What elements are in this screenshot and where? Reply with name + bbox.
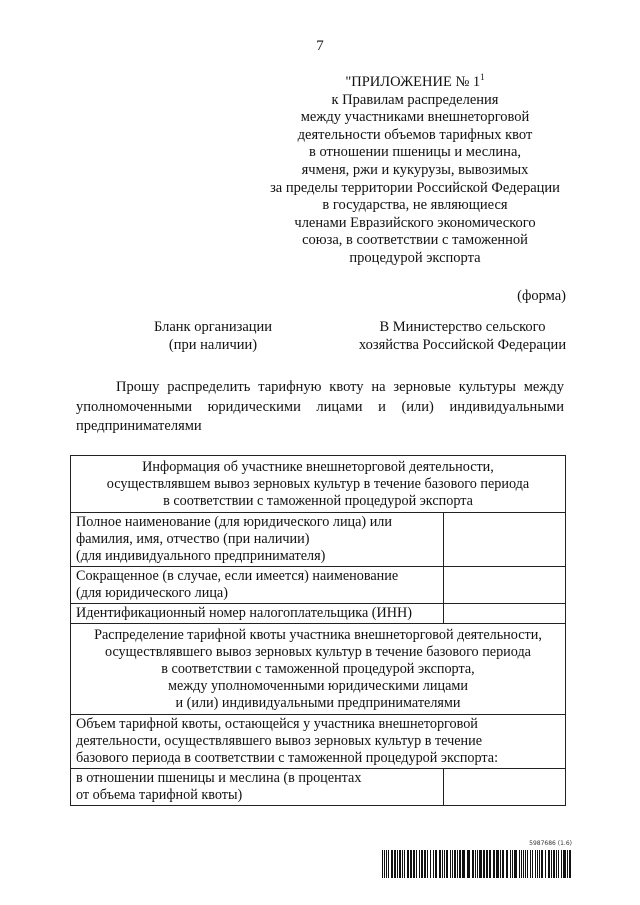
full-name-label (71, 513, 444, 567)
appendix-heading (250, 74, 580, 268)
header-line: в соответствии с таможенной процедурой экспорта (163, 493, 473, 509)
label-line: в отношении пшеницы и меслина (в процентах (76, 770, 362, 786)
inn-label (71, 604, 444, 624)
table-row (71, 769, 566, 806)
appendix-line: в государства, не являющиеся (322, 197, 508, 214)
label-line: (для индивидуального предпринимателя) (76, 548, 326, 564)
inn-field[interactable] (444, 604, 566, 624)
appendix-line: деятельности объемов тарифных квот (297, 126, 533, 143)
form-label: (форма) (517, 288, 566, 304)
table-row (71, 513, 566, 567)
org-line-2: (при наличии) (168, 336, 258, 353)
page-number: 7 (316, 38, 324, 54)
header-line: Информация об участнике внешнеторговой деятельности, (142, 459, 494, 475)
appendix-line: к Правилам распределения (331, 91, 499, 108)
appendix-title-line (250, 74, 580, 92)
header-line: Распределение тарифной квоты участника внешнеторговой деятельности, (94, 627, 542, 643)
table-row (71, 567, 566, 604)
header-line: осуществлявшем вывоз зерновых культур в течение базового периода (106, 476, 530, 492)
barcode-icon (382, 850, 572, 878)
label-line: Полное наименование (для юридического лица) или (76, 514, 392, 530)
document-barcode (382, 840, 572, 880)
label-line: деятельности, осуществлявшего вывоз зерновых культур в течение (76, 733, 483, 749)
addressee-line-2: хозяйства Российской Федерации (358, 336, 567, 353)
label-line: Сокращенное (в случае, если имеется) наименование (76, 568, 399, 584)
table-row (71, 456, 566, 513)
header-line: и (или) индивидуальными предпринимателями (175, 695, 461, 711)
request-paragraph: Прошу распределить тарифную квоту на зерновые культуры между уполномоченными юридическими лицами и (или) индивидуальными предпринимателями (76, 379, 564, 434)
appendix-line: процедурой экспорта (349, 249, 481, 266)
appendix-line: за пределы территории Российской Федерации (270, 179, 560, 196)
label-line: Объем тарифной квоты, остающейся у участника внешнеторговой (76, 716, 478, 732)
table-row (71, 604, 566, 624)
label-line: (для юридического лица) (76, 585, 228, 601)
label-line: фамилия, имя, отчество (при наличии) (76, 531, 310, 547)
appendix-line: союза, в соответствии с таможенной (302, 232, 528, 249)
header-line: в соответствии с таможенной процедурой экспорта, (161, 661, 475, 677)
label-line: базового периода в соответствии с таможенной процедурой экспорта: (76, 750, 499, 766)
table-row (71, 624, 566, 715)
quota-form-table (70, 455, 566, 806)
wheat-quota-field[interactable] (444, 769, 566, 806)
organization-letterhead-note (138, 319, 288, 354)
short-name-label (71, 567, 444, 604)
appendix-line: между участниками внешнеторговой (300, 109, 530, 126)
appendix-line: членами Евразийского экономического (294, 214, 536, 231)
section2-header (71, 624, 566, 715)
appendix-line: в отношении пшеницы и меслина, (309, 144, 521, 161)
table-row (71, 715, 566, 769)
remaining-quota-label (71, 715, 566, 769)
org-line-1: Бланк организации (153, 319, 273, 335)
label-line: от объема тарифной квоты) (76, 787, 243, 803)
appendix-title: "ПРИЛОЖЕНИЕ № 1 (345, 74, 481, 90)
appendix-line: ячменя, ржи и кукурузы, вывозимых (301, 161, 529, 178)
header-line: между уполномоченными юридическими лицами (168, 678, 468, 694)
section1-header (71, 456, 566, 513)
header-line: осуществлявшего вывоз зерновых культур в течение базового периода (105, 644, 531, 660)
barcode-caption: 5987686 (1.6) (529, 840, 572, 847)
wheat-quota-label (71, 769, 444, 806)
full-name-field[interactable] (444, 513, 566, 567)
short-name-field[interactable] (444, 567, 566, 604)
addressee (330, 319, 595, 354)
addressee-line-1: В Министерство сельского (379, 319, 546, 335)
label-line: Идентификационный номер налогоплательщика (ИНН) (76, 605, 412, 621)
appendix-title-superscript: 1 (480, 72, 485, 83)
